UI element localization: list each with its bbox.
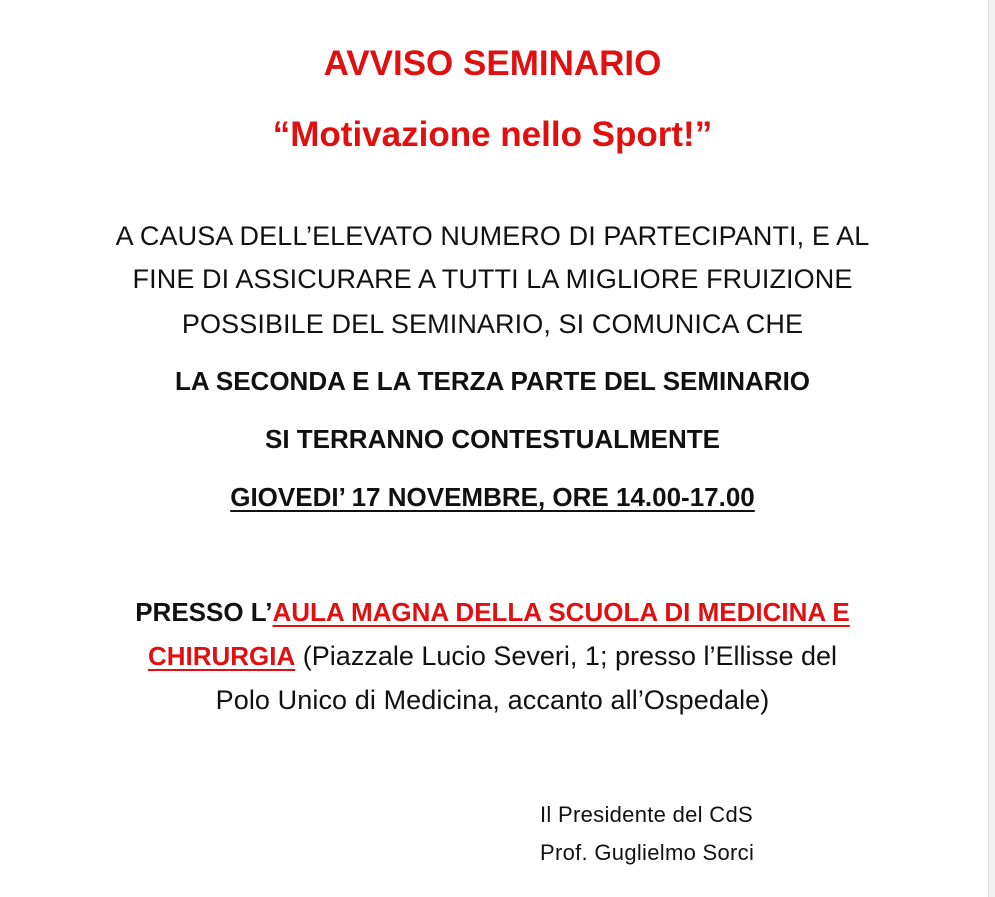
venue-name-part1: AULA MAGNA DELLA SCUOLA DI MEDICINA E [272, 597, 850, 627]
venue-name-part2: CHIRURGIA [147, 641, 296, 671]
notice-heading: AVVISO SEMINARIO [323, 44, 662, 83]
page-edge-divider [988, 0, 995, 897]
location-line-2 [0, 643, 985, 670]
announcement-line-2: SI TERRANNO CONTESTUALMENTE [265, 424, 720, 454]
date-time: GIOVEDI’ 17 NOVEMBRE, ORE 14.00-17.00 [230, 482, 755, 512]
address-line-2: Polo Unico di Medicina, accanto all’Ospedale) [215, 685, 770, 715]
address-part1: (Piazzale Lucio Severi, 1; presso l’Ellisse del [295, 641, 838, 671]
location-prefix: PRESSO L’ [135, 597, 273, 627]
seminar-title: “Motivazione nello Sport!” [272, 115, 713, 154]
intro-line-1: A CAUSA DELL’ELEVATO NUMERO DI PARTECIPANTI, E AL [115, 221, 870, 251]
intro-line-2: FINE DI ASSICURARE A TUTTI LA MIGLIORE FRUIZIONE [132, 264, 853, 294]
date-time-line [0, 484, 985, 510]
intro-line-3: POSSIBILE DEL SEMINARIO, SI COMUNICA CHE [181, 309, 804, 339]
signature-role: Il Presidente del CdS [540, 802, 753, 827]
announcement-line-1: LA SECONDA E LA TERZA PARTE DEL SEMINARIO [174, 366, 811, 396]
location-line-1 [0, 599, 985, 625]
signature-name: Prof. Guglielmo Sorci [540, 840, 755, 865]
